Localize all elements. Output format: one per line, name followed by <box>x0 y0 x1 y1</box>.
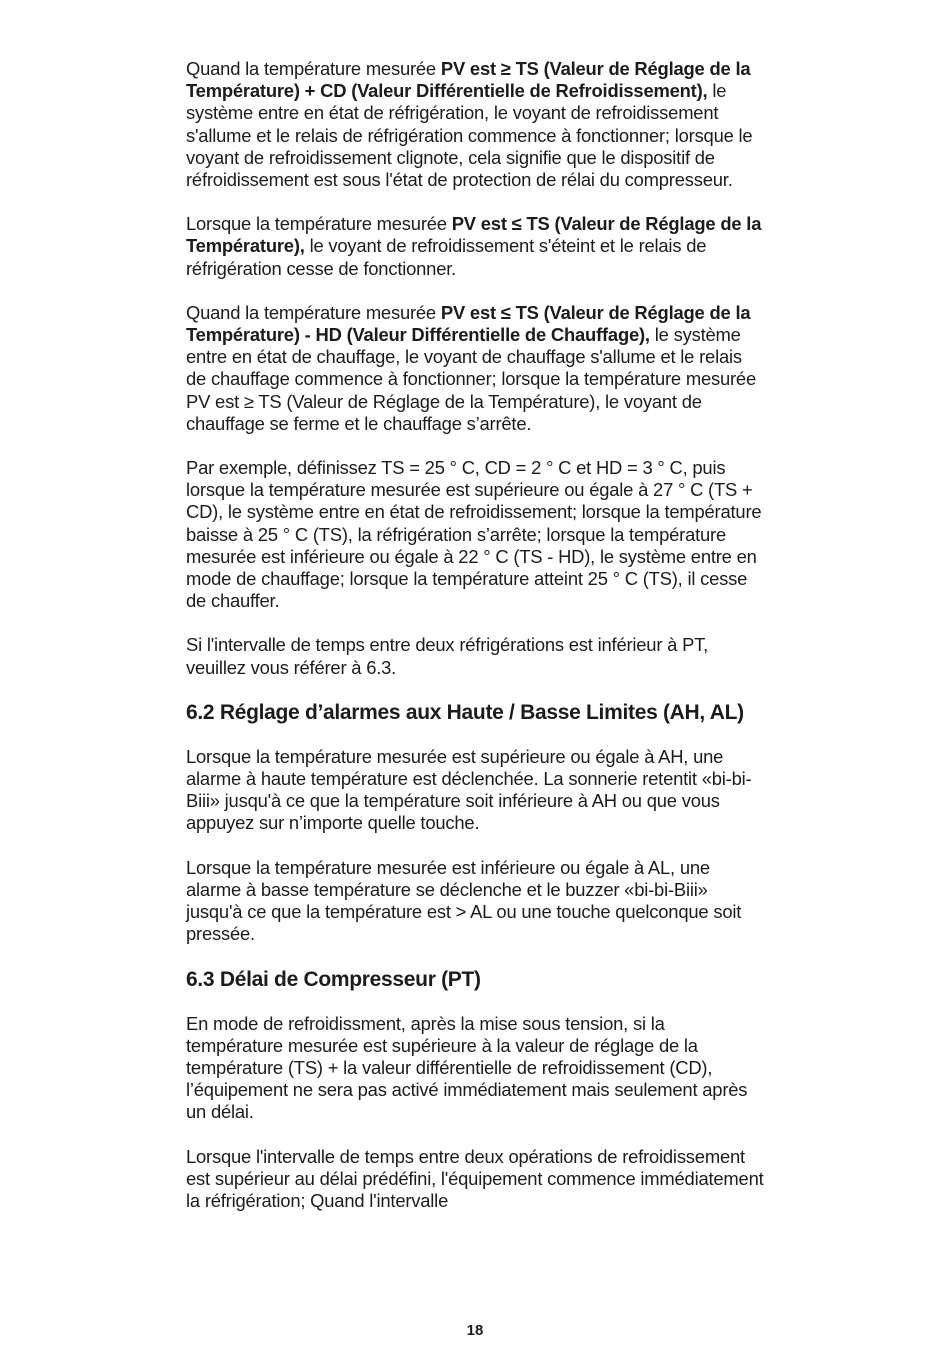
section-heading-6-2: 6.2 Réglage d’alarmes aux Haute / Basse Limites (AH, AL) <box>186 700 744 724</box>
paragraph-text: le système entre en état de chauffage, le voyant de chauffage s'allume et le relais de chauffage commence à fonctionner; lorsque la température mesurée PV est ≥ TS (Valeur de Réglage de la Température), le voyant de chauffage se ferme et le chauffage s’arrête. <box>186 324 756 434</box>
paragraph-low-alarm: Lorsque la température mesurée est inférieure ou égale à AL, une alarme à basse température se déclenche et le buzzer «bi-bi-Biii» jusqu'à ce que la température est > AL ou une touche quelconque soit pressée. <box>186 856 742 945</box>
paragraph-text: le système entre en état de réfrigération, le voyant de refroidissement s'allume et le relais de réfrigération commence à fonctionner; lorsque le voyant de refroidissement clignote, cela signifie que le dispositif de réfroidissement est sous l'état de protection de rélai du compresseur. <box>186 80 753 191</box>
paragraph-text: Quand la température mesurée <box>186 301 441 323</box>
paragraph-text: le voyant de refroidissement s'éteint et le relais de réfrigération cesse de fonctionner. <box>186 235 707 279</box>
paragraph-delay-interval: Lorsque l'intervalle de temps entre deux opérations de refroidissement est supérieur au délai prédéfini, l'équipement commence immédiatement la réfrigération; Quand l'intervalle <box>186 1145 764 1211</box>
bold-condition: PV est ≤ TS (Valeur de Réglage de la Température) - HD (Valeur Différentielle de Chauffage), <box>186 301 751 346</box>
bold-condition: PV est ≥ TS (Valeur de Réglage de la Température) + CD (Valeur Différentielle de Refroidissement), <box>186 58 751 102</box>
bold-condition: PV est ≤ TS (Valeur de Réglage de la Température), <box>186 213 762 257</box>
paragraph-heating <box>186 302 766 435</box>
paragraph-text: Quand la température mesurée <box>186 58 441 79</box>
document-body <box>186 58 766 1234</box>
paragraph-high-alarm: Lorsque la température mesurée est supérieure ou égale à AH, une alarme à haute température est déclenchée. La sonnerie retentit «bi-bi-Biii» jusqu'à ce que la température soit inférieure à AH ou que vous appuyez sur n’importe quelle touche. <box>186 745 752 834</box>
paragraph-example: Par exemple, définissez TS = 25 ° C, CD = 2 ° C et HD = 3 ° C, puis lorsque la température mesurée est supérieure ou égale à 27 ° C (TS + CD), le système entre en état de refroidissement; lorsque la température baisse à 25 ° C (TS), la réfrigération s’arrête; lorsque la température mesurée est inférieure ou égale à 22 ° C (TS - HD), le système entre en mode de chauffage; lorsque la température atteint 25 ° C (TS), il cesse de chauffer. <box>186 457 762 612</box>
paragraph-interval-note: Si l'intervalle de temps entre deux réfrigérations est inférieur à PT, veuillez vous référer à 6.3. <box>186 634 709 678</box>
page-number: 18 <box>466 1322 484 1339</box>
paragraph-cooling-start <box>186 58 766 191</box>
paragraph-text: Lorsque la température mesurée <box>186 213 452 235</box>
section-heading-6-3: 6.3 Délai de Compresseur (PT) <box>186 967 481 991</box>
paragraph-compressor-delay: En mode de refroidissment, après la mise sous tension, si la température mesurée est supérieure à la valeur de réglage de la température (TS) + la valeur différentielle de refroidissement (CD), l’équipement ne sera pas activé immédiatement mais seulement après un délai. <box>186 1012 748 1123</box>
paragraph-cooling-stop <box>186 213 766 280</box>
